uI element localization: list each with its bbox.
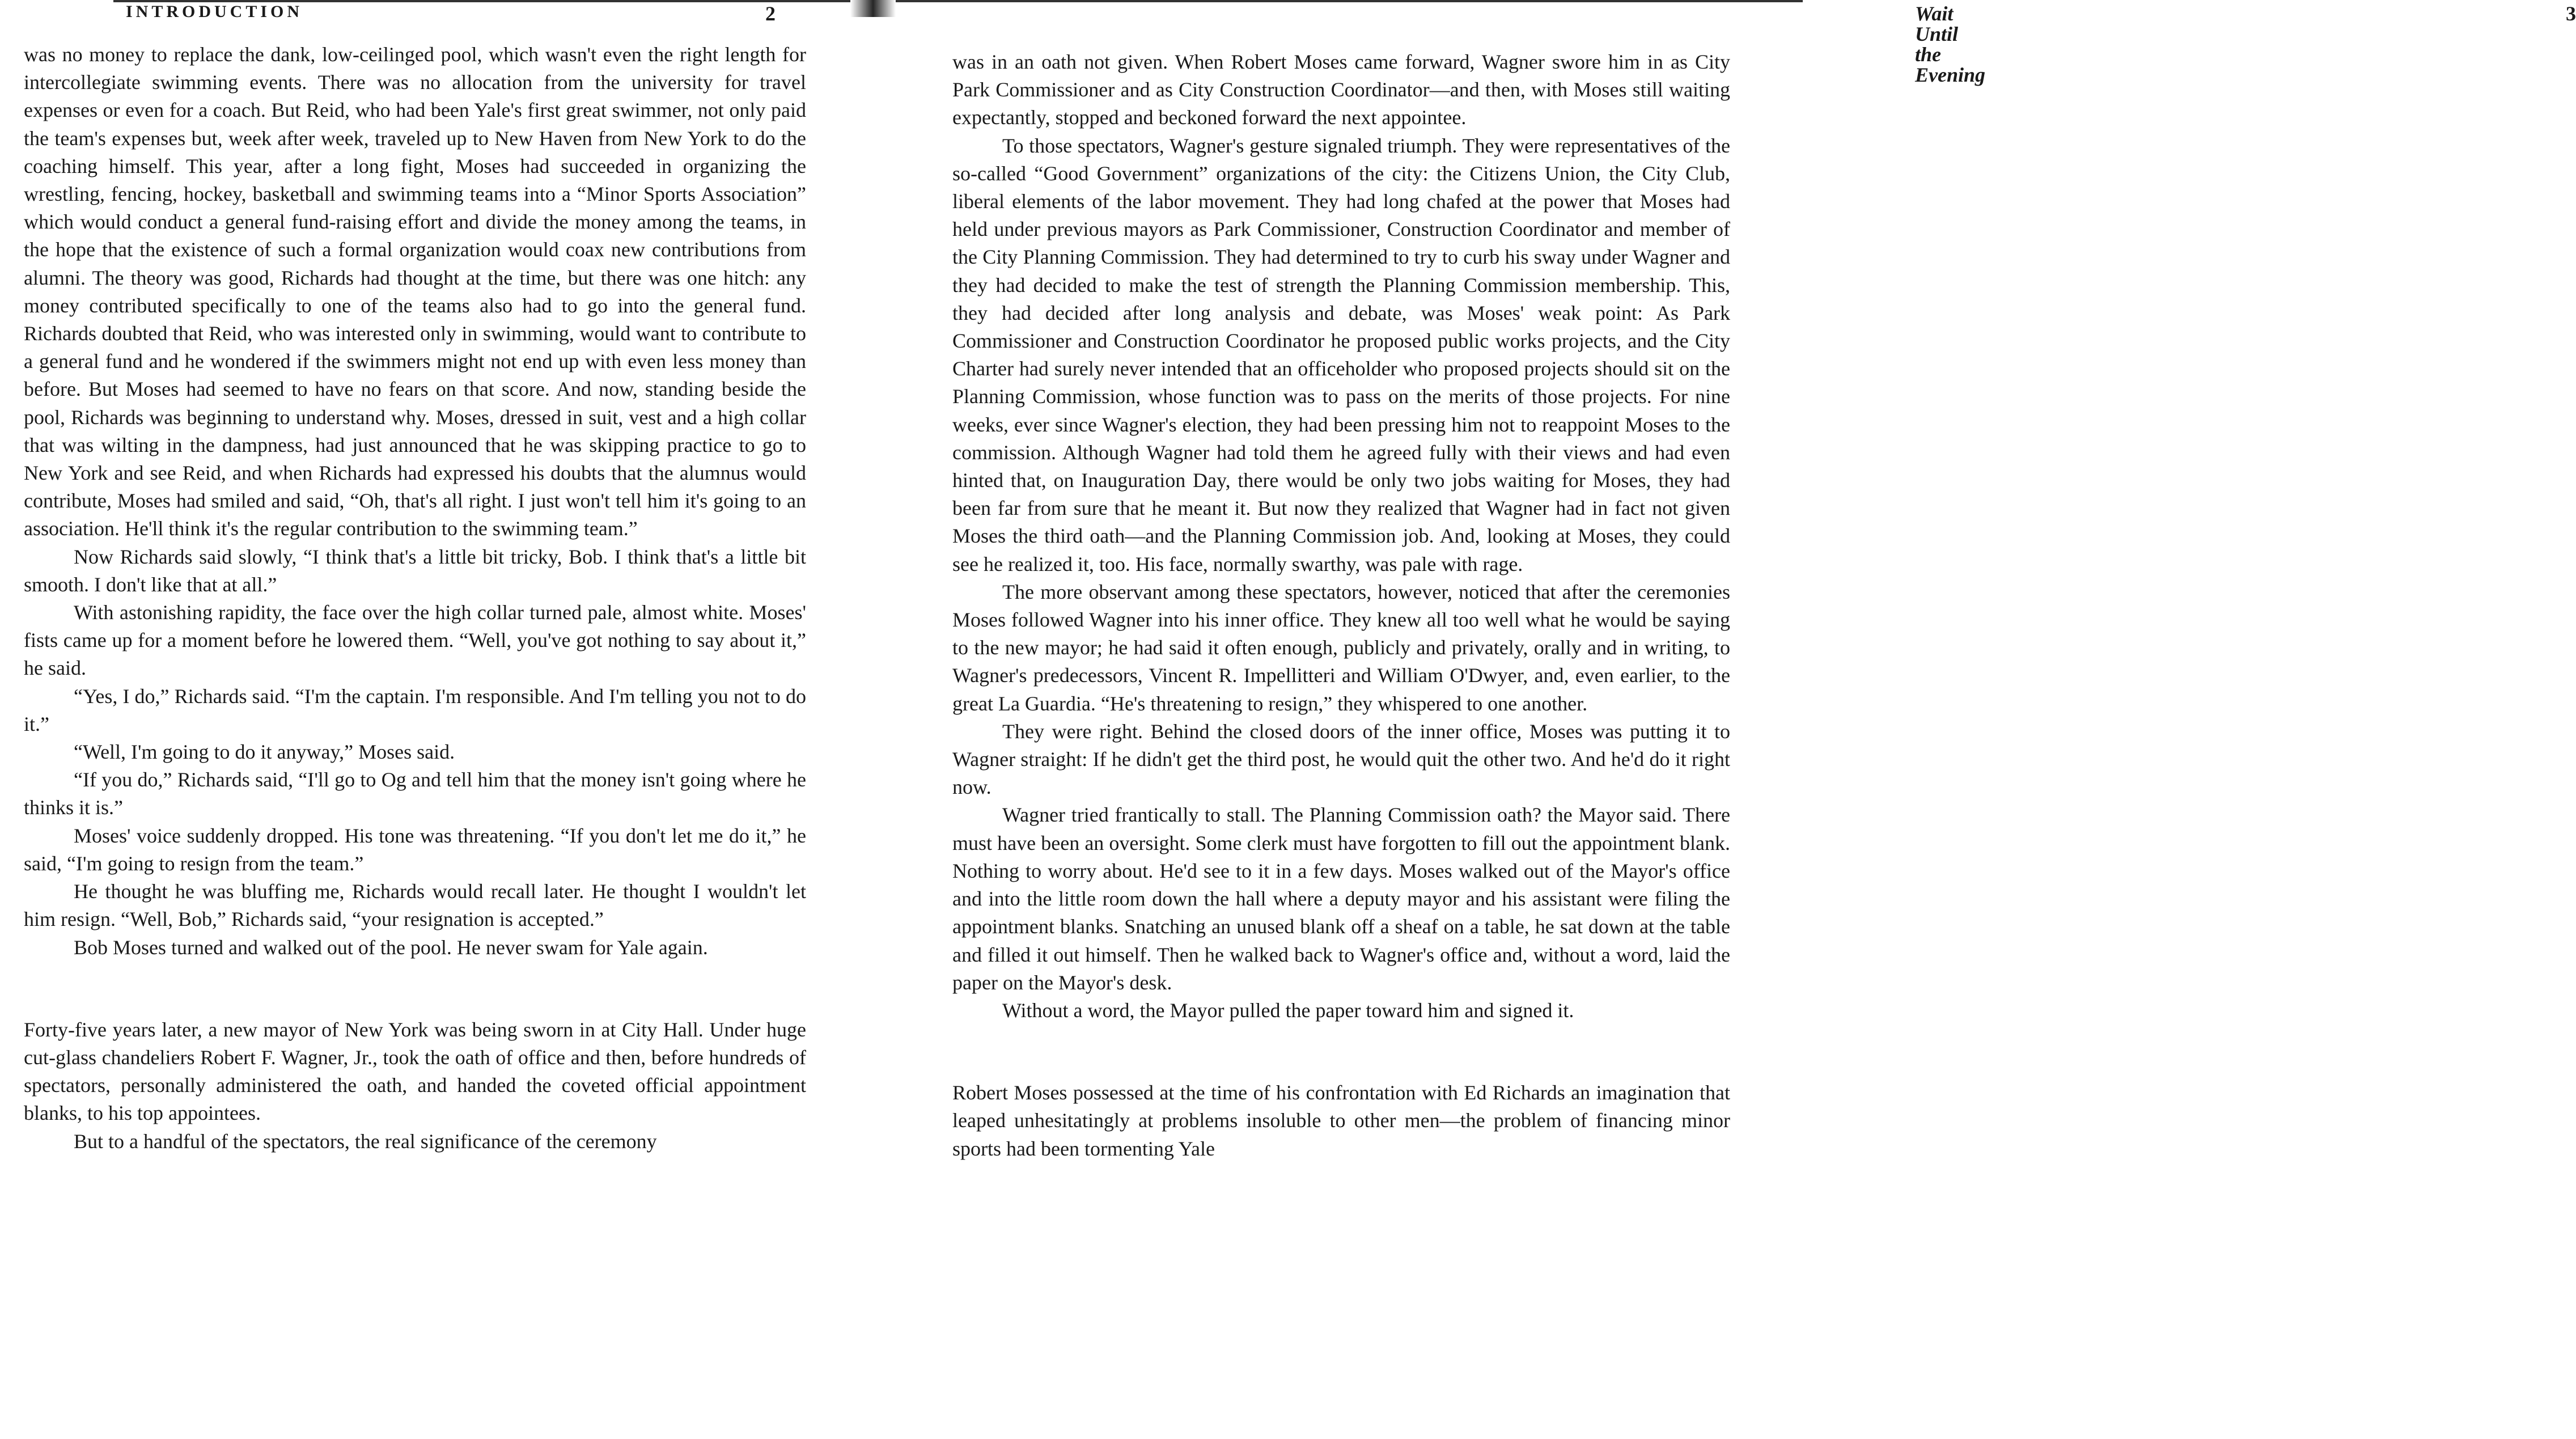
paragraph: Moses' voice suddenly dropped. His tone was threatening. “If you don't let me do it,” he said, “I'm going to resign from the team.” [24,824,806,875]
section-break [952,1025,1730,1079]
paragraph: They were right. Behind the closed doors of the inner office, Moses was putting it to Wagner straight: If he didn't get the third post, he would quit the other two. And he'd do it right now. [952,720,1730,799]
right-text-column [952,48,1730,1163]
paragraph: The more observant among these spectators, however, noticed that after the ceremonies Moses followed Wagner into his inner office. They knew all too well what he would be saying to the new mayor; he had said it often enough, publicly and privately, orally and in writing, to Wagner's predecessors, Vincent R. Impellitteri and William O'Dwyer, and, even earlier, to the great La Guardia. “He's threatening to resign,” they whispered to one another. [952,580,1730,715]
paragraph: Wagner tried frantically to stall. The Planning Commission oath? the Mayor said. There must have been an oversight. Some clerk must have forgotten to fill out the appointment blank. Nothing to worry about. He'd see to it in a few days. Moses walked out of the Mayor's office and into the little room down the hall where a deputy mayor and his assistant were filing the appointment blanks. Snatching an unused blank off a sheaf on a table, he sat down at the table and filled it out himself. Then he walked back to Wagner's office and, without a word, laid the paper on the Mayor's desk. [952,803,1730,994]
paragraph: Now Richards said slowly, “I think that's a little bit tricky, Bob. I think that's a little bit smooth. I don't like that at all.” [24,545,806,596]
left-running-head: INTRODUCTION [126,2,303,21]
paragraph: With astonishing rapidity, the face over the high collar turned pale, almost white. Moses' fists came up for a moment before he lowered them. “Well, you've got nothing to say about it,” he said. [24,601,806,680]
paragraph: Without a word, the Mayor pulled the paper toward him and signed it. [1002,998,1574,1022]
section-break [24,962,806,1016]
left-text-column [24,41,806,1156]
left-page [0,0,867,1439]
paragraph: “Yes, I do,” Richards said. “I'm the captain. I'm responsible. And I'm telling you not to do it.” [24,684,806,735]
paragraph: was in an oath not given. When Robert Moses came forward, Wagner swore him in as City Park Commissioner and as City Construction Coordinator—and then, with Moses still waiting expectantly, stopped and beckoned forward the next appointee. [952,50,1730,129]
paragraph: Robert Moses possessed at the time of his confrontation with Ed Richards an imagination that leaped unhesitatingly at problems insoluble to other men—the problem of financing minor sports had been tormenting Yale [952,1081,1730,1160]
left-page-number: 2 [765,2,776,25]
paragraph: Bob Moses turned and walked out of the pool. He never swam for Yale again. [74,936,708,959]
paragraph: was no money to replace the dank, low-ceilinged pool, which wasn't even the right length for intercollegiate swimming events. There was no allocation from the university for travel expenses or even for a coach. But Reid, who had been Yale's first great swimmer, not only paid the team's expenses but, week after week, traveled up to New Haven from New York to do the coaching himself. This year, after a long fight, Moses had succeeded in organizing the wrestling, fencing, hockey, basketball and swimming teams into a “Minor Sports Association” which would conduct a general fund-raising effort and divide the money among the teams, in the hope that the existence of such a formal organization would coax new contributions from alumni. The theory was good, Richards had thought at the time, but there was one hitch: any money contributed specifically to one of the teams also had to go into the general fund. Richards doubted that Reid, who was interested only in swimming, would want to contribute to a general fund and he wondered if the swimmers might not end up with even less money than before. But Moses had seemed to have no fears on that score. And now, standing beside the pool, Richards was beginning to understand why. Moses, dressed in suit, vest and a high collar that was wilting in the dampness, had just announced that he was skipping practice to go to New York and see Reid, and when Richards had expressed his doubts that the alumnus would contribute, Moses had smiled and said, “Oh, that's all right. I just won't tell him it's going to an association. He'll think it's the regular contribution to the swimming team.” [24,43,806,540]
paragraph: To those spectators, Wagner's gesture signaled triumph. They were representatives of the so-called “Good Government” organizations of the city: the Citizens Union, the City Club, liberal elements of the labor movement. They had long chafed at the power that Moses had held under previous mayors as Park Commissioner, Construction Coordinator and member of the City Planning Commission. They had determined to try to curb his sway under Wagner and they had decided to make the test of strength the Planning Commission membership. This, they had decided after long analysis and debate, was Moses' weak point: As Park Commissioner and Construction Coordinator he proposed public works projects, and the City Charter had surely never intended that an officeholder who proposed projects should sit on the Planning Commission, whose function was to pass on the merits of those projects. For nine weeks, ever since Wagner's election, they had been pressing him not to reappoint Moses to the commission. Although Wagner had told them he agreed fully with their views and had even hinted that, on Inauguration Day, there would be only two jobs waiting for Moses, they had been far from sure that he meant it. But now they realized that Wagner had in fact not given Moses the third oath—and the Planning Commission job. And, looking at Moses, they could see he realized it, too. His face, normally swarthy, was pale with rage. [952,134,1730,575]
paragraph: He thought he was bluffing me, Richards would recall later. He thought I wouldn't let him resign. “Well, Bob,” Richards said, “your resignation is accepted.” [24,880,806,931]
paragraph: But to a handful of the spectators, the real significance of the ceremony [74,1129,657,1153]
paragraph: Forty-five years later, a new mayor of New York was being sworn in at City Hall. Under huge cut-glass chandeliers Robert F. Wagner, Jr., took the oath of office and then, before hundreds of spectators, personally administered the oath, and handed the coveted official appointment blanks, to his top appointees. [24,1018,806,1125]
right-running-head: Wait Until the Evening [1915,2,1986,86]
right-page-number: 3 [2566,2,2576,25]
paragraph: “If you do,” Richards said, “I'll go to Og and tell him that the money isn't going where he thinks it is.” [24,768,806,819]
paragraph: “Well, I'm going to do it anyway,” Moses said. [74,740,455,764]
